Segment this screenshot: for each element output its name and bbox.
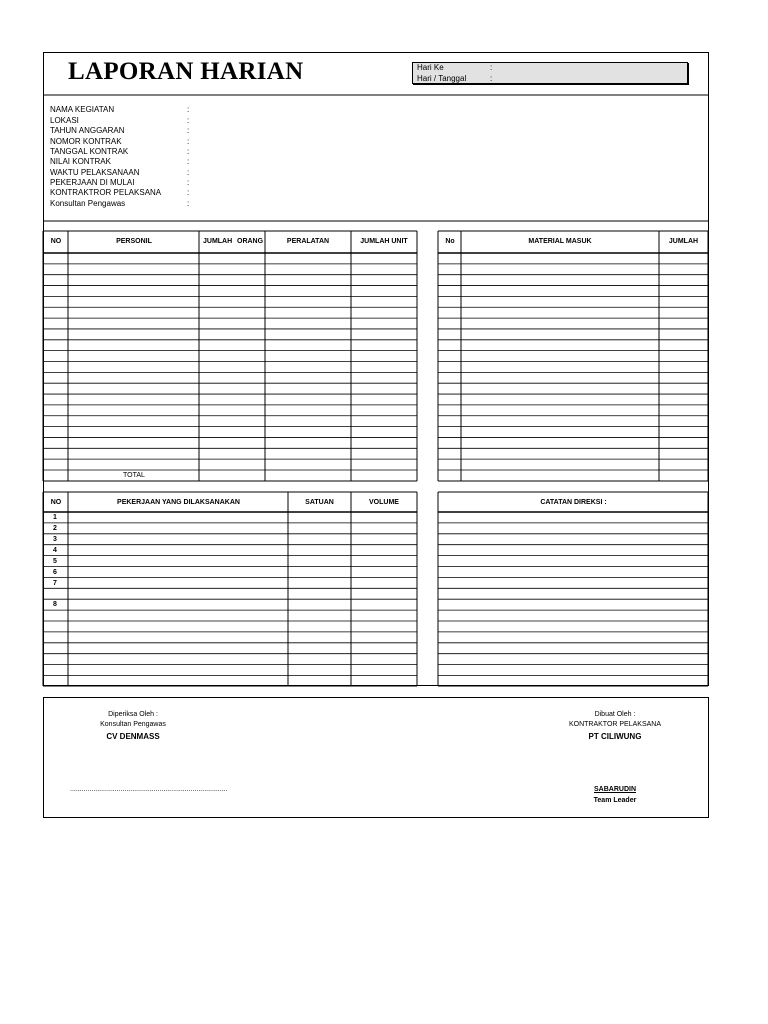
- notes-header: CATATAN DIREKSI :: [540, 499, 607, 506]
- work-header-pekerjaan: PEKERJAAN YANG DILAKSANAKAN: [117, 499, 240, 506]
- sig-right-company: PT CILIWUNG: [588, 732, 642, 741]
- info-colon: :: [187, 147, 190, 156]
- personnel-header-jumlah-unit: JUMLAH UNIT: [360, 238, 408, 245]
- work-row-number: 4: [53, 547, 57, 554]
- page-title: LAPORAN HARIAN: [68, 58, 304, 85]
- sig-left-company: CV DENMASS: [106, 732, 160, 741]
- material-header-no: No: [445, 238, 455, 245]
- hari-ke-label: Hari Ke: [417, 63, 444, 72]
- sig-left-role: Konsultan Pengawas: [100, 721, 166, 728]
- info-label-kontraktor-pelaksana: KONTRAKTROR PELAKSANA: [50, 188, 162, 197]
- info-colon: :: [187, 199, 190, 208]
- personnel-header-jumlah: JUMLAH: [203, 238, 233, 245]
- work-row-number: 8: [53, 601, 57, 608]
- info-colon: :: [187, 137, 190, 146]
- info-colon: :: [187, 105, 190, 114]
- info-label-pekerjaan-dimulai: PEKERJAAN DI MULAI: [50, 178, 135, 187]
- personnel-header-no: NO: [50, 238, 62, 245]
- work-row-number: 1: [53, 514, 57, 521]
- hari-tanggal-colon: :: [490, 74, 493, 83]
- work-header-volume: VOLUME: [369, 499, 399, 506]
- info-label-nomor-kontrak: NOMOR KONTRAK: [50, 137, 122, 146]
- work-row-number: 6: [53, 569, 57, 576]
- work-row-number: 3: [53, 536, 57, 543]
- info-colon: :: [187, 188, 190, 197]
- info-label-konsultan-pengawas: Konsultan Pengawas: [50, 199, 126, 208]
- info-colon: :: [187, 157, 190, 166]
- personnel-header-orang: ORANG: [237, 238, 264, 245]
- work-header-no: NO: [50, 499, 62, 506]
- work-row-number: 5: [53, 558, 57, 565]
- info-colon: :: [187, 168, 190, 177]
- personnel-total-label: TOTAL: [123, 472, 145, 479]
- material-header-material-masuk: MATERIAL MASUK: [528, 238, 592, 245]
- hari-tanggal-label: Hari / Tanggal: [417, 74, 467, 83]
- sig-right-made-by: Dibuat Oleh :: [594, 711, 636, 718]
- work-header-satuan: SATUAN: [305, 499, 334, 506]
- sig-right-position: Team Leader: [593, 797, 637, 804]
- work-row-number: 7: [53, 580, 57, 587]
- info-colon: :: [187, 126, 190, 135]
- info-label-tanggal-kontrak: TANGGAL KONTRAK: [50, 147, 129, 156]
- info-label-lokasi: LOKASI: [50, 116, 79, 125]
- sig-left-checked-by: Diperiksa Oleh :: [108, 711, 158, 718]
- info-label-tahun-anggaran: TAHUN ANGGARAN: [50, 126, 125, 135]
- personnel-header-peralatan: PERALATAN: [286, 238, 330, 245]
- sig-left-name-line: .................................................................................: [70, 786, 228, 793]
- hari-ke-colon: :: [490, 63, 493, 72]
- info-label-waktu-pelaksanaan: WAKTU PELAKSANAAN: [50, 168, 140, 177]
- sig-right-name: SABARUDIN: [594, 786, 636, 793]
- info-label-nilai-kontrak: NILAI KONTRAK: [50, 157, 111, 166]
- personnel-header-personil: PERSONIL: [116, 238, 152, 245]
- info-label-nama-kegiatan: NAMA KEGIATAN: [50, 105, 115, 114]
- work-row-number: 2: [53, 525, 57, 532]
- info-colon: :: [187, 178, 190, 187]
- info-colon: :: [187, 116, 190, 125]
- sig-right-role: KONTRAKTOR PELAKSANA: [568, 721, 662, 728]
- material-header-jumlah: JUMLAH: [668, 238, 699, 245]
